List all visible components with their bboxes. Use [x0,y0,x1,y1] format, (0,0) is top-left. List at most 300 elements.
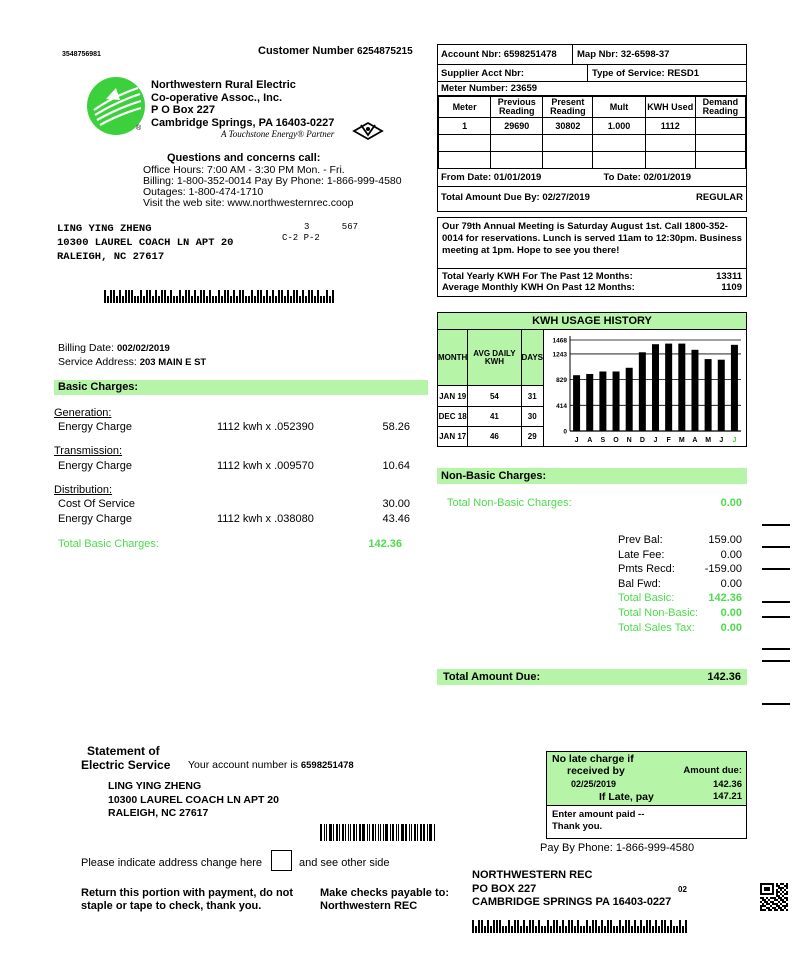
qr-module [780,897,782,899]
company-block [151,79,334,129]
return-note [81,887,293,912]
barcode-bar [502,926,504,933]
barcode-bar [242,290,244,303]
summary-row [610,606,742,621]
qr-module [772,903,774,905]
qr-module [780,889,782,891]
qr-module [766,893,768,895]
dist-calc: 1112 kwh x .038080 [217,513,314,525]
gen-calc: 1112 kwh x .052390 [217,421,314,433]
chart-xtick-label: J [574,437,579,444]
qr-module [764,889,766,891]
barcode-bar [625,920,627,933]
basic-charges-heading: Basic Charges: [54,380,428,395]
postal-barcode-bottom [472,920,688,933]
qr-module [760,885,762,887]
service-address-label: Service Address: [58,356,137,368]
barcode-bar [113,290,115,303]
edge-mark [762,546,790,548]
barcode-bar [526,926,528,933]
barcode-bar [314,296,316,303]
barcode-bar [673,926,675,933]
qr-module [764,887,766,889]
barcode-bar [481,920,483,933]
barcode-bar [110,290,112,303]
return-line-1: Return this portion with payment, do not [81,887,294,899]
barcode-bar [206,296,208,303]
qr-module [780,907,782,909]
barcode-bar [296,290,298,303]
barcode-bar [293,290,295,303]
chart-xtick-label: O [613,437,619,444]
summary-value: 0.00 [720,606,742,619]
barcode-bar [676,926,678,933]
barcode-bar [523,920,525,933]
qr-module [784,893,786,895]
meter-cell: 30802 [543,118,593,135]
meter-cell: 1.000 [593,118,645,135]
supplier-account: Supplier Acct Nbr: [441,67,525,79]
chart-bar [731,345,738,431]
gen-item: Energy Charge [58,421,132,433]
barcode-bar [475,926,477,933]
stub-account [188,759,354,771]
usage-col-header: DAYS [521,330,544,386]
summary-row [610,548,742,563]
barcode-bar [670,920,672,933]
qr-module [772,883,774,885]
qr-module [778,901,780,903]
enter-amount-line-1: Enter amount paid -- [552,809,645,820]
qr-module [768,883,770,885]
qr-module [774,903,776,905]
remit-line-2: PO BOX 227 [472,882,537,895]
qr-module [778,887,780,889]
chart-bar [665,344,672,431]
trans-item: Energy Charge [58,460,132,472]
barcode-bar [176,296,178,303]
late-date: 02/25/2019 [571,779,617,789]
barcode-bar [649,920,651,933]
amount-due-value: 142.36 [712,779,742,790]
touchstone-partner: A Touchstone Energy® Partner [221,129,335,139]
qr-module [762,893,764,895]
summary-row [610,621,742,636]
barcode-bar [640,920,642,933]
barcode-bar [260,290,262,303]
usage-chart [543,329,747,447]
barcode-bar [149,290,151,303]
chart-bar [705,359,712,431]
qr-module [786,893,788,895]
account-box [437,44,747,212]
qr-module [776,903,778,905]
barcode-bar [568,920,570,933]
barcode-bar [290,296,292,303]
chart-ytick-label: 829 [556,377,567,385]
summary-row [610,591,742,606]
office-hours: Office Hours: 7:00 AM - 3:30 PM Mon. - Fri. [143,164,345,176]
qr-module [766,883,768,885]
usage-title: KWH USAGE HISTORY [437,312,747,330]
chart-bar [691,350,698,431]
qr-module [762,903,764,905]
meter-col-header: Meter [439,97,491,118]
address-change-text: Please indicate address change here [81,857,263,869]
qr-module [782,905,784,907]
qr-module [764,899,766,901]
late-amount-value: 147.21 [712,791,742,802]
edge-mark [762,524,790,526]
qr-module [778,905,780,907]
total-due-label: Total Amount Due: [443,671,541,683]
chart-xtick-label: J [653,437,658,444]
qr-module [782,883,784,885]
nonbasic-total-label: Total Non-Basic Charges: [447,497,572,509]
chart-xtick-label: A [587,437,593,444]
qr-module [760,887,762,889]
qr-module [760,893,762,895]
qr-module [786,887,788,889]
map-number: Map Nbr: 32-6598-37 [572,45,669,64]
qr-module [784,897,786,899]
stub-address [108,780,279,821]
barcode-bar [514,920,516,933]
usage-cell: 29 [521,426,544,446]
barcode-bar [619,920,621,933]
stub-pay-by-phone: Pay By Phone: 1-866-999-4580 [540,842,695,854]
summary-label: Prev Bal: [618,534,663,546]
billing-date [58,342,170,354]
barcode-bar [332,290,334,303]
total-due-value: 142.36 [707,671,741,683]
postal-barcode [104,290,335,303]
total-basic-label: Total Basic Charges: [58,538,159,550]
barcode-bar [323,296,325,303]
barcode-bar [547,920,549,933]
barcode-bar [326,290,328,303]
qr-module [784,907,786,909]
usage-cell: 31 [521,386,544,406]
summary-label: Bal Fwd: [618,577,661,590]
summary-value: 0.00 [720,577,742,590]
barcode-bar [302,290,304,303]
barcode-bar [182,296,184,303]
qr-module [786,903,788,905]
barcode-bar [158,296,160,303]
barcode-bar [628,920,630,933]
qr-module [786,909,788,911]
chart-bar [652,344,659,431]
stub-account-text: Your account number is [188,759,298,771]
barcode-bar [164,290,166,303]
barcode-bar [305,296,307,303]
barcode-bar [233,290,235,303]
chart-bar [626,368,633,431]
qr-module [782,901,784,903]
stub-street: 10300 LAUREL COACH LN APT 20 [108,793,279,806]
summary-label: Total Non-Basic: [618,606,699,619]
usage-cell: 30 [521,406,544,426]
barcode-bar [490,926,492,933]
barcode-bar [586,920,588,933]
qr-module [768,909,770,911]
qr-module [764,905,766,907]
scan-barcode [320,824,436,841]
barcode-bar [203,290,205,303]
usage-row [438,406,544,426]
chart-xtick-label: J [732,437,737,444]
qr-module [778,891,780,893]
qr-module [762,897,764,899]
barcode-bar [143,296,145,303]
summary-label: Pmts Recd: [618,563,675,576]
chart-bar [639,352,646,431]
barcode-bar [604,926,606,933]
remit-line-3: CAMBRIDGE SPRINGS PA 16403-0227 [472,896,672,908]
barcode-bar [592,920,594,933]
barcode-bar [245,296,247,303]
chart-xtick-label: F [666,437,671,444]
qr-module [786,883,788,885]
barcode-bar [493,920,495,933]
chart-ytick-label: 1468 [552,337,567,345]
barcode-bar [550,926,552,933]
barcode-bar [532,920,534,933]
chart-xtick-label: A [692,437,698,444]
barcode-bar [598,926,600,933]
qr-module [766,903,768,905]
qr-module [764,901,766,903]
chart-xtick-label: M [705,437,712,444]
chart-xtick-label: M [678,437,685,444]
qr-module [770,883,772,885]
if-late-label: If Late, pay [599,791,654,803]
chart-bar [573,375,580,431]
summary-value: 142.36 [708,592,742,605]
trans-calc: 1112 kwh x .009570 [217,460,314,472]
nonbasic-total-amount: 0.00 [720,497,742,509]
qr-module [782,887,784,889]
barcode-bar [601,920,603,933]
address-change-checkbox[interactable] [271,850,292,871]
qr-module [784,889,786,891]
barcode-bar [580,926,582,933]
qr-module [772,885,774,887]
barcode-bar [194,290,196,303]
chart-ytick-label: 0 [563,428,567,436]
qr-module [782,899,784,901]
yearly-kwh-label: Total Yearly KWH For The Past 12 Months: [442,271,633,282]
qr-module [768,889,770,891]
stub-account-number: 6598251478 [300,760,354,771]
qr-module [770,905,772,907]
barcode-bar [610,920,612,933]
edge-mark [762,568,790,570]
qr-module [768,887,770,889]
meter-col-header: Previous Reading [491,97,543,118]
qr-module [784,905,786,907]
qr-module [760,901,762,903]
barcode-bar [652,926,654,933]
barcode-bar [577,920,579,933]
customer-address [57,222,233,264]
barcode-bar [634,920,636,933]
qr-module [778,897,780,899]
qr-module [760,897,762,899]
barcode-bar [646,920,648,933]
chart-xtick-label: J [719,437,724,444]
qr-module [772,891,774,893]
barcode-bar [275,296,277,303]
barcode-bar [167,296,169,303]
barcode-bar [478,920,480,933]
barcode-bar [218,290,220,303]
customer-number-value: 6254875215 [357,46,413,57]
barcode-bar [658,926,660,933]
late-charge-box [546,751,747,806]
barcode-bar [287,290,289,303]
qr-module [760,889,762,891]
qr-module [762,899,764,901]
qr-module [776,891,778,893]
edge-mark [762,601,790,603]
barcode-bar [583,926,585,933]
qr-module [766,901,768,903]
barcode-bar [263,296,265,303]
website-link[interactable]: Visit the web site: www.northwesternrec.coop [143,197,354,209]
dist-amount: 43.46 [382,513,410,525]
qr-module [772,897,774,899]
barcode-bar [637,926,639,933]
from-date: From Date: 01/01/2019 [441,172,542,183]
barcode-bar [122,296,124,303]
amount-paid-box[interactable] [546,805,747,839]
qr-module [764,909,766,911]
qr-module [780,909,782,911]
account-number: Account Nbr: 6598251478 [441,49,557,60]
meter-cell: 1 [439,118,491,135]
barcode-bar [544,926,546,933]
qr-module [760,907,762,909]
barcode-bar [505,926,507,933]
barcode-bar [131,290,133,303]
usage-cell: JAN 19 [438,386,468,406]
meter-col-header: Mult [593,97,645,118]
barcode-bar [556,920,558,933]
edge-mark [762,648,790,650]
barcode-bar [643,926,645,933]
barcode-bar [311,290,313,303]
chart-xtick-label: S [600,437,606,444]
usage-cell: 46 [468,426,521,446]
qr-module [770,897,772,899]
barcode-bar [278,290,280,303]
barcode-bar [170,290,172,303]
qr-module [778,907,780,909]
message-box [437,217,747,297]
barcode-bar [622,926,624,933]
qr-module [768,893,770,895]
outages-phone: Outages: 1-800-474-1710 [143,186,264,198]
barcode-bar [284,296,286,303]
qr-module [768,907,770,909]
barcode-bar [254,296,256,303]
barcode-bar [155,290,157,303]
qr-module [780,887,782,889]
customer-city: RALEIGH, NC 27617 [57,251,165,263]
qr-module [776,883,778,885]
total-due-by: Total Amount Due By: 02/27/2019 [441,191,590,203]
message-text: Our 79th Annual Meeting is Saturday August 1st. Call 1800-352-0014 for reservations. Lunch is served 11am to 12:30pm. Business meeting at 1pm. Hope to see you there! [438,218,746,269]
meter-col-header: Demand Reading [695,97,745,118]
billing-phone: Billing: 1-800-352-0014 Pay By Phone: 1-866-999-4580 [143,175,402,187]
usage-cell: 54 [468,386,521,406]
usage-cell: 41 [468,406,521,426]
customer-number [258,45,413,57]
chart-ytick-label: 1243 [552,351,567,359]
barcode-bar [137,296,139,303]
barcode-bar [607,920,609,933]
customer-code-2: C-2 P-2 [282,233,320,243]
barcode-bar [679,920,681,933]
chart-bar [718,360,725,431]
qr-module [774,907,776,909]
summary-block [610,533,742,635]
barcode-bar [511,926,513,933]
contact-block [143,165,402,209]
barcode-bar [508,920,510,933]
statement-line-1: Statement of [87,744,160,758]
barcode-bar [595,920,597,933]
qr-module [766,907,768,909]
remit-line-1: NORTHWESTERN REC [472,869,593,881]
barcode-bar [667,926,669,933]
stub-city: RALEIGH, NC 27617 [108,807,209,819]
barcode-bar [565,926,567,933]
meter-cell: 29690 [491,118,543,135]
qr-module [784,901,786,903]
barcode-bar [616,926,618,933]
to-date: To Date: 02/01/2019 [603,172,691,183]
barcode-bar [188,290,190,303]
usage-col-header: AVG DAILY KWH [468,330,521,386]
chart-xtick-label: N [626,437,632,444]
summary-row [610,577,742,592]
qr-module [764,893,766,895]
qr-module [772,889,774,891]
qr-code-icon [760,883,788,911]
usage-table [437,329,544,447]
barcode-bar [472,920,474,933]
barcode-bar [655,920,657,933]
meter-number: Meter Number: 23659 [438,82,746,96]
barcode-bar [230,296,232,303]
qr-module [774,899,776,901]
barcode-bar [571,920,573,933]
nonbasic-heading: Non-Basic Charges: [437,468,747,484]
statement-title [81,744,170,772]
qr-module [762,883,764,885]
qr-module [764,883,766,885]
barcode-bar [499,920,501,933]
qr-module [772,893,774,895]
barcode-bar [257,290,259,303]
qr-module [770,893,772,895]
qr-module [786,891,788,893]
barcode-bar [538,920,540,933]
barcode-bar [125,290,127,303]
